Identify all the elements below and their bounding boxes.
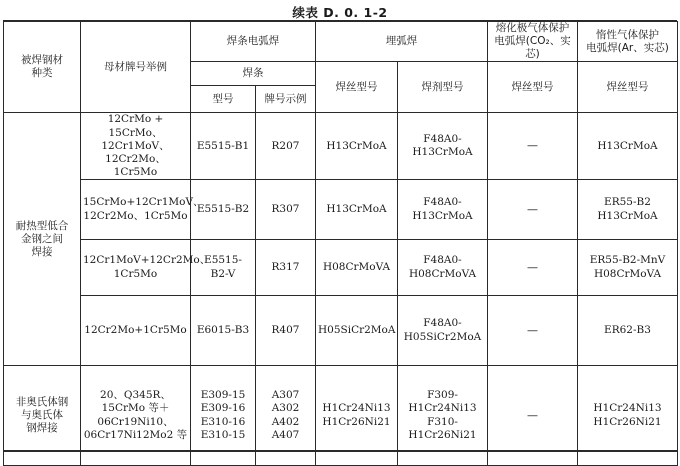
header-electrode: 焊条 [191, 62, 316, 86]
category-cell: 耐热型低合 金钢之间 焊接 [4, 113, 81, 366]
saw-flux-cell: F48A0- H05SiCr2MoA [398, 296, 488, 366]
header-grade-example: 牌号示例 [256, 86, 316, 113]
header-gtaw-wire: 焊丝型号 [578, 62, 678, 113]
electrode-grade-cell: R317 [256, 240, 316, 296]
base-metal-cell: 15CrMo+12Cr1MoV、 12Cr2Mo、1Cr5Mo [81, 180, 191, 240]
base-metal-cell: 12CrMo + 15CrMo、 12Cr1MoV、12Cr2Mo、 1Cr5Mo [81, 113, 191, 180]
gtaw-wire-cell: H1Cr24Ni13 H1Cr26Ni21 [578, 366, 678, 466]
table-row [4, 113, 678, 180]
base-metal-cell: 20、Q345R、 15CrMo 等＋ 06Cr19Ni10、 06Cr17Ni12Mo2 等 [81, 366, 191, 466]
table-title: 续表 D. 0. 1-2 [292, 5, 388, 20]
table-row [4, 180, 678, 240]
electrode-grade-cell: R207 [256, 113, 316, 180]
gtaw-wire-cell: ER55-B2-MnV H08CrMoVA [578, 240, 678, 296]
electrode-grade-cell: A307 A302 A402 A407 [256, 366, 316, 466]
table-row [4, 296, 678, 366]
electrode-model-cell: E5515- B2-V [191, 240, 256, 296]
saw-wire-cell: H13CrMoA [316, 113, 398, 180]
category-cell: 非奥氏体钢 与奥氏体 钢焊接 [4, 366, 81, 466]
base-metal-cell: 12Cr1MoV+12Cr2Mo、 1Cr5Mo [81, 240, 191, 296]
gmaw-wire-cell: — [488, 180, 578, 240]
saw-wire-cell: H08CrMoVA [316, 240, 398, 296]
gtaw-wire-cell: H13CrMoA [578, 113, 678, 180]
saw-wire-cell: H13CrMoA [316, 180, 398, 240]
bottom-rule [3, 450, 677, 452]
gtaw-wire-cell: ER62-B3 [578, 296, 678, 366]
welding-material-table [3, 21, 678, 466]
header-category: 被焊钢材 种类 [4, 22, 81, 113]
header-saw-flux: 焊剂型号 [398, 62, 488, 113]
gmaw-wire-cell: — [488, 296, 578, 366]
saw-flux-cell: F48A0- H08CrMoVA [398, 240, 488, 296]
header-saw-wire: 焊丝型号 [316, 62, 398, 113]
table-row [4, 240, 678, 296]
header-saw: 埋弧焊 [316, 22, 488, 62]
electrode-model-cell: E6015-B3 [191, 296, 256, 366]
saw-flux-cell: F309- H1Cr24Ni13 F310- H1Cr26Ni21 [398, 366, 488, 466]
electrode-grade-cell: R307 [256, 180, 316, 240]
gmaw-wire-cell: — [488, 113, 578, 180]
base-metal-cell: 12Cr2Mo+1Cr5Mo [81, 296, 191, 366]
header-gtaw: 惰性气体保护 电弧焊(Ar、实芯) [578, 22, 678, 62]
header-model: 型号 [191, 86, 256, 113]
header-gmaw: 熔化极气体保护 电弧焊(CO₂、实芯) [488, 22, 578, 62]
saw-flux-cell: F48A0- H13CrMoA [398, 180, 488, 240]
gtaw-wire-cell: ER55-B2 H13CrMoA [578, 180, 678, 240]
gmaw-wire-cell: — [488, 366, 578, 466]
saw-flux-cell: F48A0- H13CrMoA [398, 113, 488, 180]
header-base-metal: 母材牌号举例 [81, 22, 191, 113]
saw-wire-cell: H1Cr24Ni13 H1Cr26Ni21 [316, 366, 398, 466]
header-smaw: 焊条电弧焊 [191, 22, 316, 62]
electrode-model-cell: E5515-B1 [191, 113, 256, 180]
gmaw-wire-cell: — [488, 240, 578, 296]
saw-wire-cell: H05SiCr2MoA [316, 296, 398, 366]
electrode-model-cell: E5515-B2 [191, 180, 256, 240]
electrode-model-cell: E309-15 E309-16 E310-16 E310-15 [191, 366, 256, 466]
electrode-grade-cell: R407 [256, 296, 316, 366]
header-gmaw-wire: 焊丝型号 [488, 62, 578, 113]
